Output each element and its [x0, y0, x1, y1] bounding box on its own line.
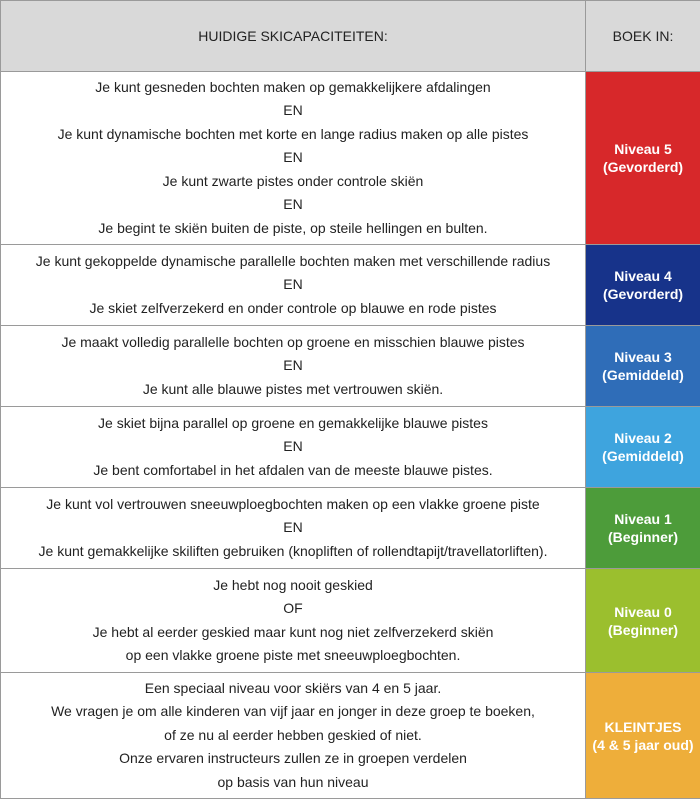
ability-line: Je kunt alle blauwe pistes met vertrouwen skiën.: [142, 380, 444, 397]
level-subtitle: (4 & 5 jaar oud): [592, 736, 694, 753]
ability-line: OF: [283, 600, 303, 617]
ability-line: Je kunt vol vertrouwen sneeuwploegbochten maken op een vlakke groene piste: [46, 495, 540, 512]
level-subtitle: (Gemiddeld): [602, 448, 684, 464]
level-cell: [586, 673, 700, 799]
ability-line: Je hebt nog nooit geskied: [213, 576, 373, 593]
level-name: Niveau 5: [614, 141, 672, 157]
ability-line: EN: [283, 519, 303, 536]
table-row: [1, 673, 700, 799]
ability-description: [1, 488, 586, 569]
header-current-abilities: HUIDIGE SKICAPACITEITEN:: [1, 1, 586, 72]
level-cell: [586, 488, 700, 569]
ability-line: Een speciaal niveau voor skiërs van 4 en 5 jaar.: [144, 679, 442, 696]
table-row: [1, 326, 700, 407]
ability-line: EN: [283, 438, 303, 455]
ability-line: op een vlakke groene piste met sneeuwploegbochten.: [125, 646, 461, 663]
header-book-in: BOEK IN:: [586, 1, 700, 72]
ability-line: EN: [283, 102, 303, 119]
ability-line: Je kunt gemakkelijke skiliften gebruiken (knopliften of rollendtapijt/travellatorliften).: [38, 542, 548, 559]
ability-line: Je maakt volledig parallelle bochten op groene en misschien blauwe pistes: [61, 333, 525, 350]
ability-line: Je hebt al eerder geskied maar kunt nog niet zelfverzekerd skiën: [92, 623, 494, 640]
ability-line: EN: [283, 149, 303, 166]
level-subtitle: (Beginner): [608, 621, 678, 638]
ability-line: Je skiet bijna parallel op groene en gemakkelijke blauwe pistes: [98, 414, 488, 431]
level-subtitle: (Gevorderd): [602, 286, 684, 302]
ability-description: [1, 569, 586, 673]
level-name: Niveau 4: [614, 268, 672, 284]
table-row: [1, 569, 700, 673]
level-cell: [586, 407, 700, 488]
ability-description: [1, 245, 586, 326]
level-name: Niveau 3: [614, 349, 672, 365]
level-cell: [586, 72, 700, 245]
ability-line: Je skiet zelfverzekerd en onder controle op blauwe en rode pistes: [89, 299, 497, 316]
ability-description: [1, 72, 586, 245]
ability-line: Je kunt dynamische bochten met korte en lange radius maken op alle pistes: [57, 125, 529, 142]
level-subtitle: (Gemiddeld): [602, 367, 684, 383]
level-name: Niveau 0: [614, 603, 672, 620]
level-cell: [586, 245, 700, 326]
ability-line: Je begint te skiën buiten de piste, op steile hellingen en bulten.: [98, 219, 488, 236]
ability-line: Je kunt zwarte pistes onder controle skiën: [162, 172, 424, 189]
level-cell: [586, 326, 700, 407]
ability-line: Onze ervaren instructeurs zullen ze in groepen verdelen: [119, 750, 467, 767]
ability-line: We vragen je om alle kinderen van vijf jaar en jonger in deze groep te boeken,: [51, 703, 535, 720]
ability-description: [1, 326, 586, 407]
table-body: [1, 72, 700, 799]
ability-line: op basis van hun niveau: [217, 773, 369, 790]
ability-description: [1, 673, 586, 799]
table-header: [1, 1, 700, 72]
table-row: [1, 407, 700, 488]
table-row: [1, 245, 700, 326]
level-name: Niveau 1: [614, 511, 672, 527]
level-name: Niveau 2: [614, 430, 672, 446]
ability-line: EN: [283, 276, 303, 293]
level-cell: [586, 569, 700, 673]
level-subtitle: (Gevorderd): [602, 159, 684, 175]
ability-line: EN: [283, 196, 303, 213]
level-name: KLEINTJES: [604, 718, 682, 735]
table-row: [1, 72, 700, 245]
ability-line: Je kunt gekoppelde dynamische parallelle bochten maken met verschillende radius: [35, 252, 551, 269]
ability-line: Je kunt gesneden bochten maken op gemakkelijkere afdalingen: [95, 79, 491, 96]
table-row: [1, 488, 700, 569]
level-subtitle: (Beginner): [608, 529, 678, 545]
ability-line: EN: [283, 357, 303, 374]
ability-line: of ze nu al eerder hebben geskied of niet.: [164, 726, 422, 743]
ability-line: Je bent comfortabel in het afdalen van de meeste blauwe pistes.: [93, 461, 493, 478]
ability-description: [1, 407, 586, 488]
